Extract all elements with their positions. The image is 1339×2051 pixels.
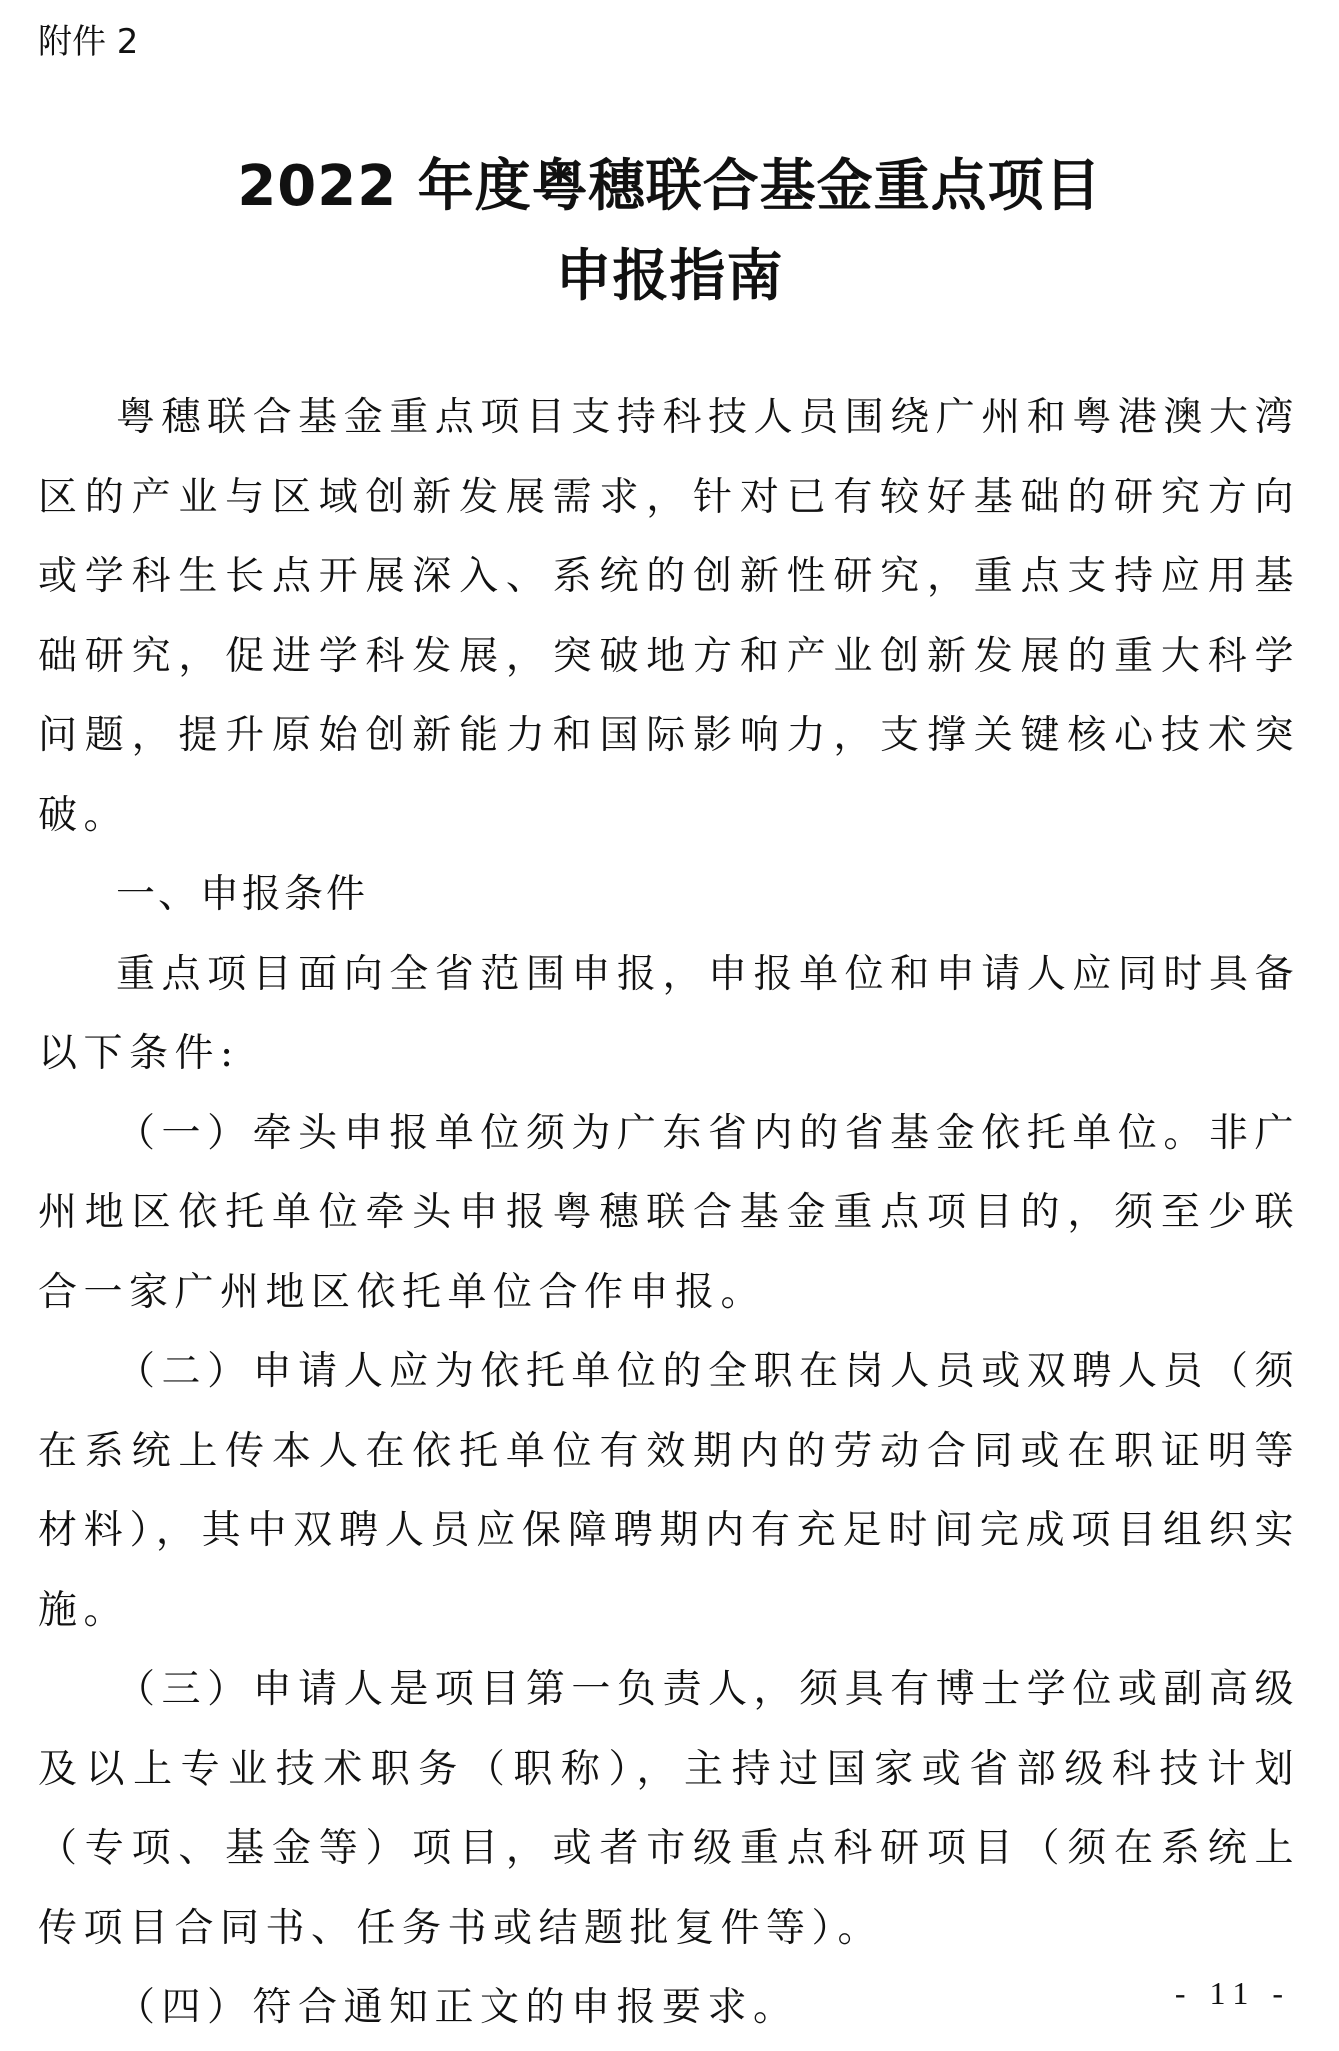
document-title-line-2: 申报指南 — [555, 244, 784, 309]
condition-item-1: （一）牵头申报单位须为广东省内的省基金依托单位。非广州地区依托单位牵头申报粤穗联合基金重点项目的，须至少联合一家广州地区依托单位合作申报。 — [38, 1110, 1300, 1315]
attachment-label: 附件 2 — [38, 22, 139, 62]
conditions-lead-paragraph: 重点项目面向全省范围申报，申报单位和申请人应同时具备以下条件: — [38, 951, 1300, 1076]
section-heading-conditions: 一、申报条件 — [116, 872, 369, 917]
document-title-line-1: 2022 年度粤穗联合基金重点项目 — [237, 154, 1102, 219]
intro-paragraph: 粤穗联合基金重点项目支持科技人员围绕广州和粤港澳大湾区的产业与区域创新发展需求，针对已有较好基础的研究方向或学科生长点开展深入、系统的创新性研究，重点支持应用基础研究，促进学科发展，突破地方和产业创新发展的重大科学问题，提升原始创新能力和国际影响力，支撑关键核心技术突破。 — [38, 395, 1300, 838]
page-number: - 11 - — [1174, 1975, 1291, 2011]
condition-item-4: （四）符合通知正文的申报要求。 — [116, 1985, 799, 2030]
document-body — [38, 378, 1300, 2048]
condition-item-3: （三）申请人是项目第一负责人，须具有博士学位或副高级及以上专业技术职务（职称），主持过国家或省部级科技计划（专项、基金等）项目，或者市级重点科研项目（须在系统上传项目合同书、任务书或结题批复件等）。 — [38, 1667, 1300, 1951]
condition-item-2: （二）申请人应为依托单位的全职在岗人员或双聘人员（须在系统上传本人在依托单位有效期内的劳动合同或在职证明等材料），其中双聘人员应保障聘期内有充足时间完成项目组织实施。 — [38, 1349, 1300, 1633]
